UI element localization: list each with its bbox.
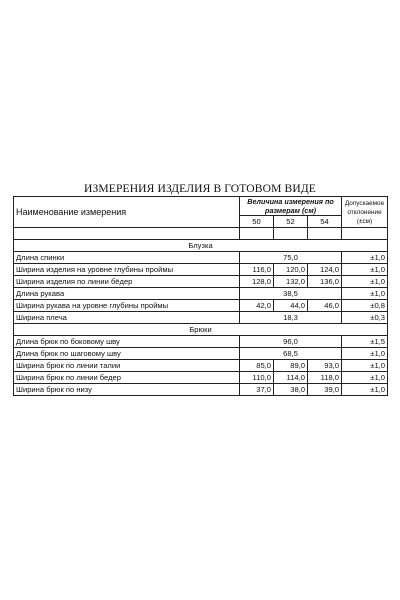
measurement-value-size-50: 37,0	[240, 384, 274, 396]
table-row	[14, 276, 388, 288]
header-tolerance-line2: отклонение	[347, 208, 382, 216]
section-title: Брюки	[14, 324, 388, 336]
header-sizes-caption-line2: размерам (см)	[264, 206, 317, 215]
table-row	[14, 252, 388, 264]
tolerance-value: ±1,0	[342, 252, 388, 264]
measurement-name: Ширина брюк по линии бедер	[14, 372, 240, 384]
measurement-value-size-50: 85,0	[240, 360, 274, 372]
section-title: Блузка	[14, 240, 388, 252]
measurement-name: Ширина изделия по линии бёдер	[14, 276, 240, 288]
measurement-name: Ширина плеча	[14, 312, 240, 324]
measurement-value-size-52: 132,0	[274, 276, 308, 288]
size-52: 52	[274, 216, 308, 228]
header-sizes-caption	[240, 197, 342, 216]
section-row	[14, 324, 388, 336]
table-row	[14, 264, 388, 276]
measurement-value-size-54: 118,0	[308, 372, 342, 384]
measurement-value-size-52: 38,0	[274, 384, 308, 396]
measurement-value-all-sizes: 68,5	[240, 348, 342, 360]
table-row	[14, 312, 388, 324]
header-sizes-caption-line1: Величина измерения по	[247, 197, 334, 206]
tolerance-value: ±1,0	[342, 264, 388, 276]
measurement-name: Длина рукава	[14, 288, 240, 300]
measurement-value-size-50: 42,0	[240, 300, 274, 312]
table-row	[14, 360, 388, 372]
tolerance-value: ±1,5	[342, 336, 388, 348]
tolerance-value: ±1,0	[342, 276, 388, 288]
measurement-value-size-54: 39,0	[308, 384, 342, 396]
table-row	[14, 336, 388, 348]
table-row	[14, 348, 388, 360]
table-header	[14, 197, 388, 240]
measurement-name: Длина брюк по боковому шву	[14, 336, 240, 348]
section-row	[14, 240, 388, 252]
measurements-table	[13, 196, 388, 396]
measurement-value-size-54: 93,0	[308, 360, 342, 372]
measurement-name: Длина брюк по шаговому шву	[14, 348, 240, 360]
size-54: 54	[308, 216, 342, 228]
measurement-name: Ширина брюк по линии талии	[14, 360, 240, 372]
measurement-value-size-50: 128,0	[240, 276, 274, 288]
measurement-value-size-54: 136,0	[308, 276, 342, 288]
tolerance-value: ±1,0	[342, 372, 388, 384]
measurement-value-all-sizes: 96,0	[240, 336, 342, 348]
header-tolerance-line1: Допускаемое	[344, 199, 385, 207]
tolerance-value: ±1,0	[342, 360, 388, 372]
page-title: ИЗМЕРЕНИЯ ИЗДЕЛИЯ В ГОТОВОМ ВИДЕ	[84, 182, 316, 195]
measurement-value-size-54: 124,0	[308, 264, 342, 276]
measurement-value-size-50: 110,0	[240, 372, 274, 384]
table-row	[14, 372, 388, 384]
table-row	[14, 384, 388, 396]
header-tolerance	[342, 197, 388, 228]
tolerance-value: ±1,0	[342, 288, 388, 300]
header-tolerance-line3: (±см)	[356, 217, 373, 225]
measurement-value-size-52: 89,0	[274, 360, 308, 372]
size-50: 50	[240, 216, 274, 228]
measurement-value-size-50: 116,0	[240, 264, 274, 276]
measurement-value-all-sizes: 38,5	[240, 288, 342, 300]
tolerance-value: ±1,0	[342, 384, 388, 396]
table-row	[14, 300, 388, 312]
table-row	[14, 288, 388, 300]
measurement-value-all-sizes: 75,0	[240, 252, 342, 264]
measurement-name: Длина спинки	[14, 252, 240, 264]
measurement-value-size-52: 114,0	[274, 372, 308, 384]
tolerance-value: ±0,3	[342, 312, 388, 324]
measurement-name: Ширина брюк по низу	[14, 384, 240, 396]
header-name: Наименование измерения	[14, 197, 240, 228]
tolerance-value: ±0,8	[342, 300, 388, 312]
measurement-value-size-52: 120,0	[274, 264, 308, 276]
measurement-value-all-sizes: 18,3	[240, 312, 342, 324]
measurement-name: Ширина рукава на уровне глубины проймы	[14, 300, 240, 312]
measurement-name: Ширина изделия на уровне глубины проймы	[14, 264, 240, 276]
table-body	[14, 240, 388, 396]
tolerance-value: ±1,0	[342, 348, 388, 360]
measurement-value-size-54: 46,0	[308, 300, 342, 312]
measurement-value-size-52: 44,0	[274, 300, 308, 312]
